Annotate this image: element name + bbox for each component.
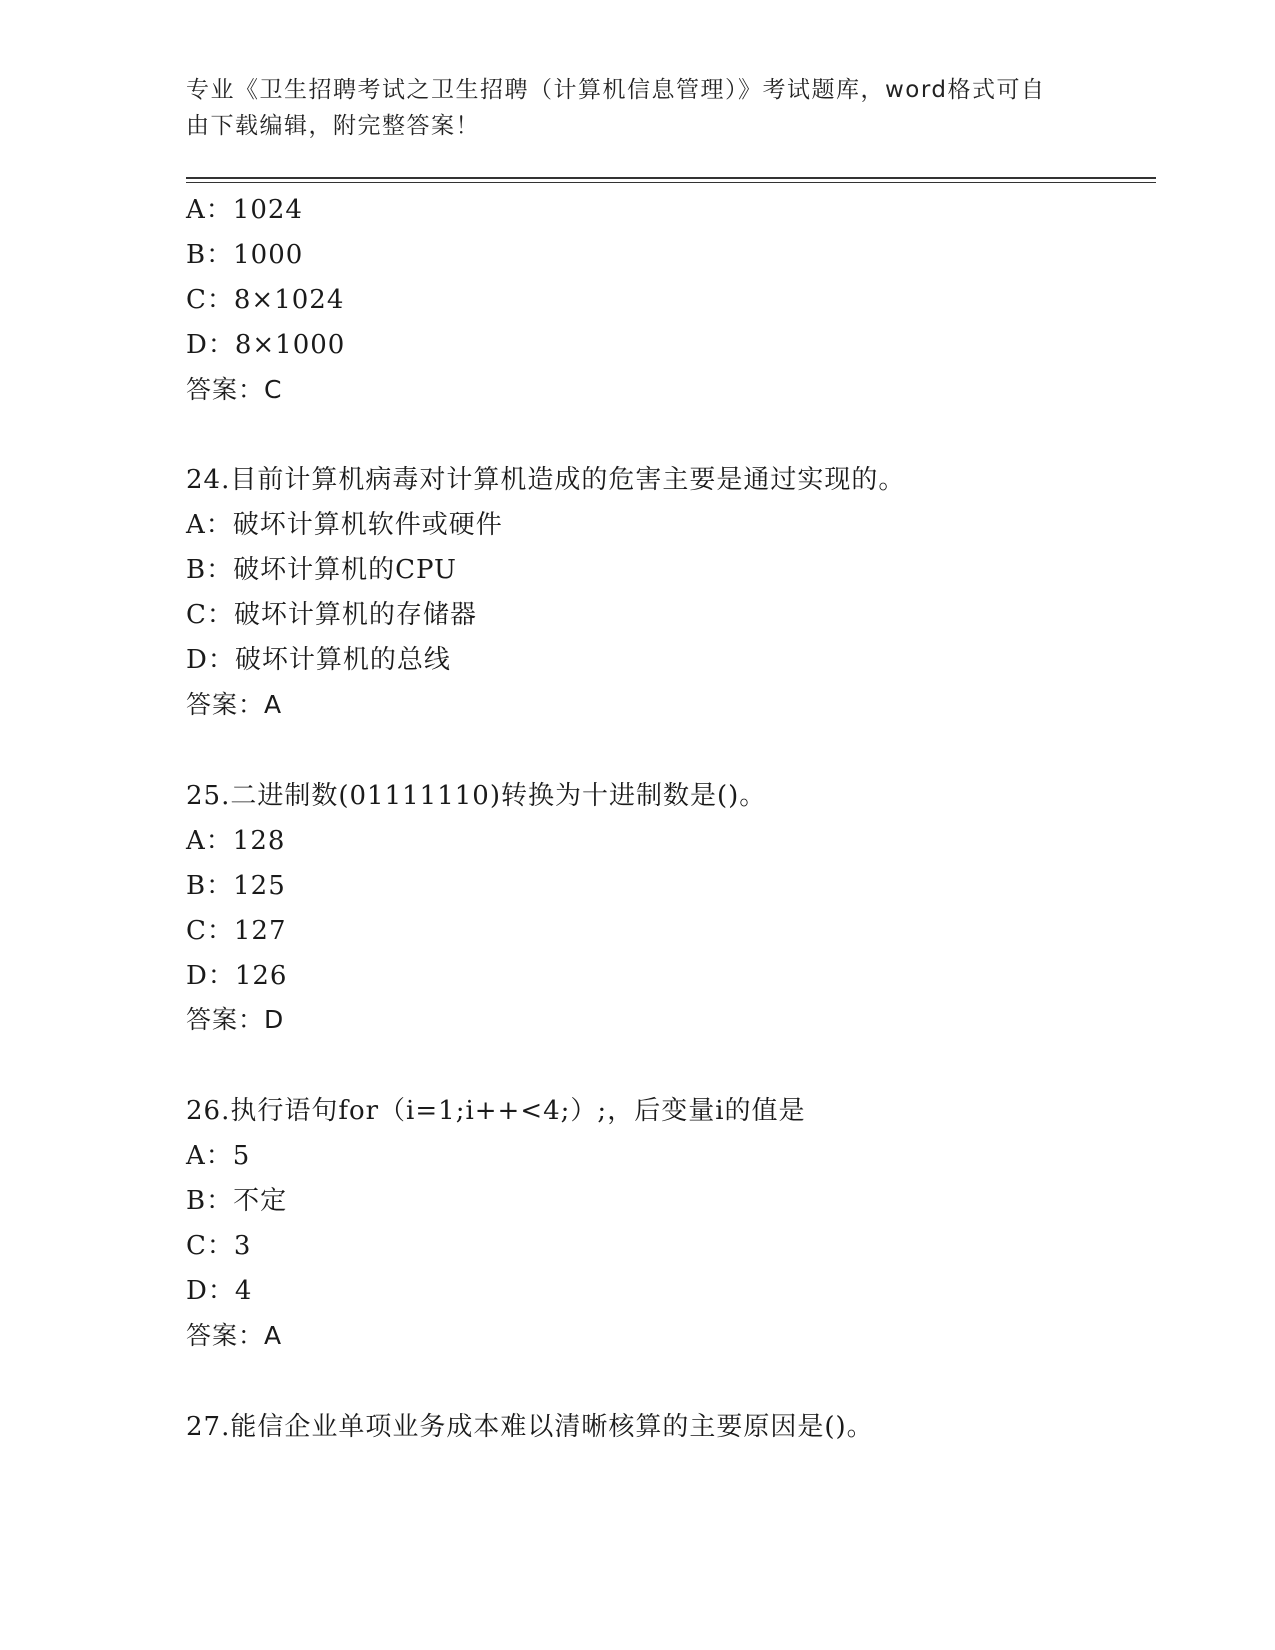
q26-option-b: B：不定 — [186, 1186, 288, 1216]
header-divider-thin — [186, 182, 1156, 183]
q26-option-d: D：4 — [186, 1276, 253, 1306]
q23-option-b: B：1000 — [186, 240, 304, 270]
q27-question: 27.能信企业单项业务成本难以清晰核算的主要原因是()。 — [186, 1412, 874, 1442]
q25-question: 25.二进制数(01111110)转换为十进制数是()。 — [186, 781, 767, 811]
q25-option-a: A：128 — [186, 826, 286, 856]
q23-option-a: A：1024 — [186, 195, 303, 225]
q26-option-a: A：5 — [186, 1141, 251, 1171]
q26-answer: 答案：A — [186, 1321, 283, 1350]
header-line-1: 专业《卫生招聘考试之卫生招聘（计算机信息管理）》考试题库，word格式可自 — [186, 77, 1046, 103]
q24-question: 24.目前计算机病毒对计算机造成的危害主要是通过实现的。 — [186, 465, 906, 495]
document-header — [186, 72, 1086, 144]
q23-option-c: C：8×1024 — [186, 285, 345, 315]
q23-option-d: D：8×1000 — [186, 330, 346, 360]
header-line-2: 由下载编辑，附完整答案！ — [186, 113, 480, 139]
q25-option-c: C：127 — [186, 916, 287, 946]
q24-option-c: C：破坏计算机的存储器 — [186, 600, 477, 630]
header-divider-thick — [186, 177, 1156, 179]
q26-question: 26.执行语句for（i=1;i++<4;）;，后变量i的值是 — [186, 1096, 806, 1126]
q25-option-d: D：126 — [186, 961, 288, 991]
q25-option-b: B：125 — [186, 871, 286, 901]
q25-answer: 答案：D — [186, 1005, 285, 1034]
q26-option-c: C：3 — [186, 1231, 252, 1261]
q24-answer: 答案：A — [186, 690, 283, 719]
q24-option-a: A：破坏计算机软件或硬件 — [186, 510, 503, 540]
q24-option-b: B：破坏计算机的CPU — [186, 555, 457, 585]
q23-answer: 答案：C — [186, 375, 283, 404]
q24-option-d: D：破坏计算机的总线 — [186, 645, 451, 675]
